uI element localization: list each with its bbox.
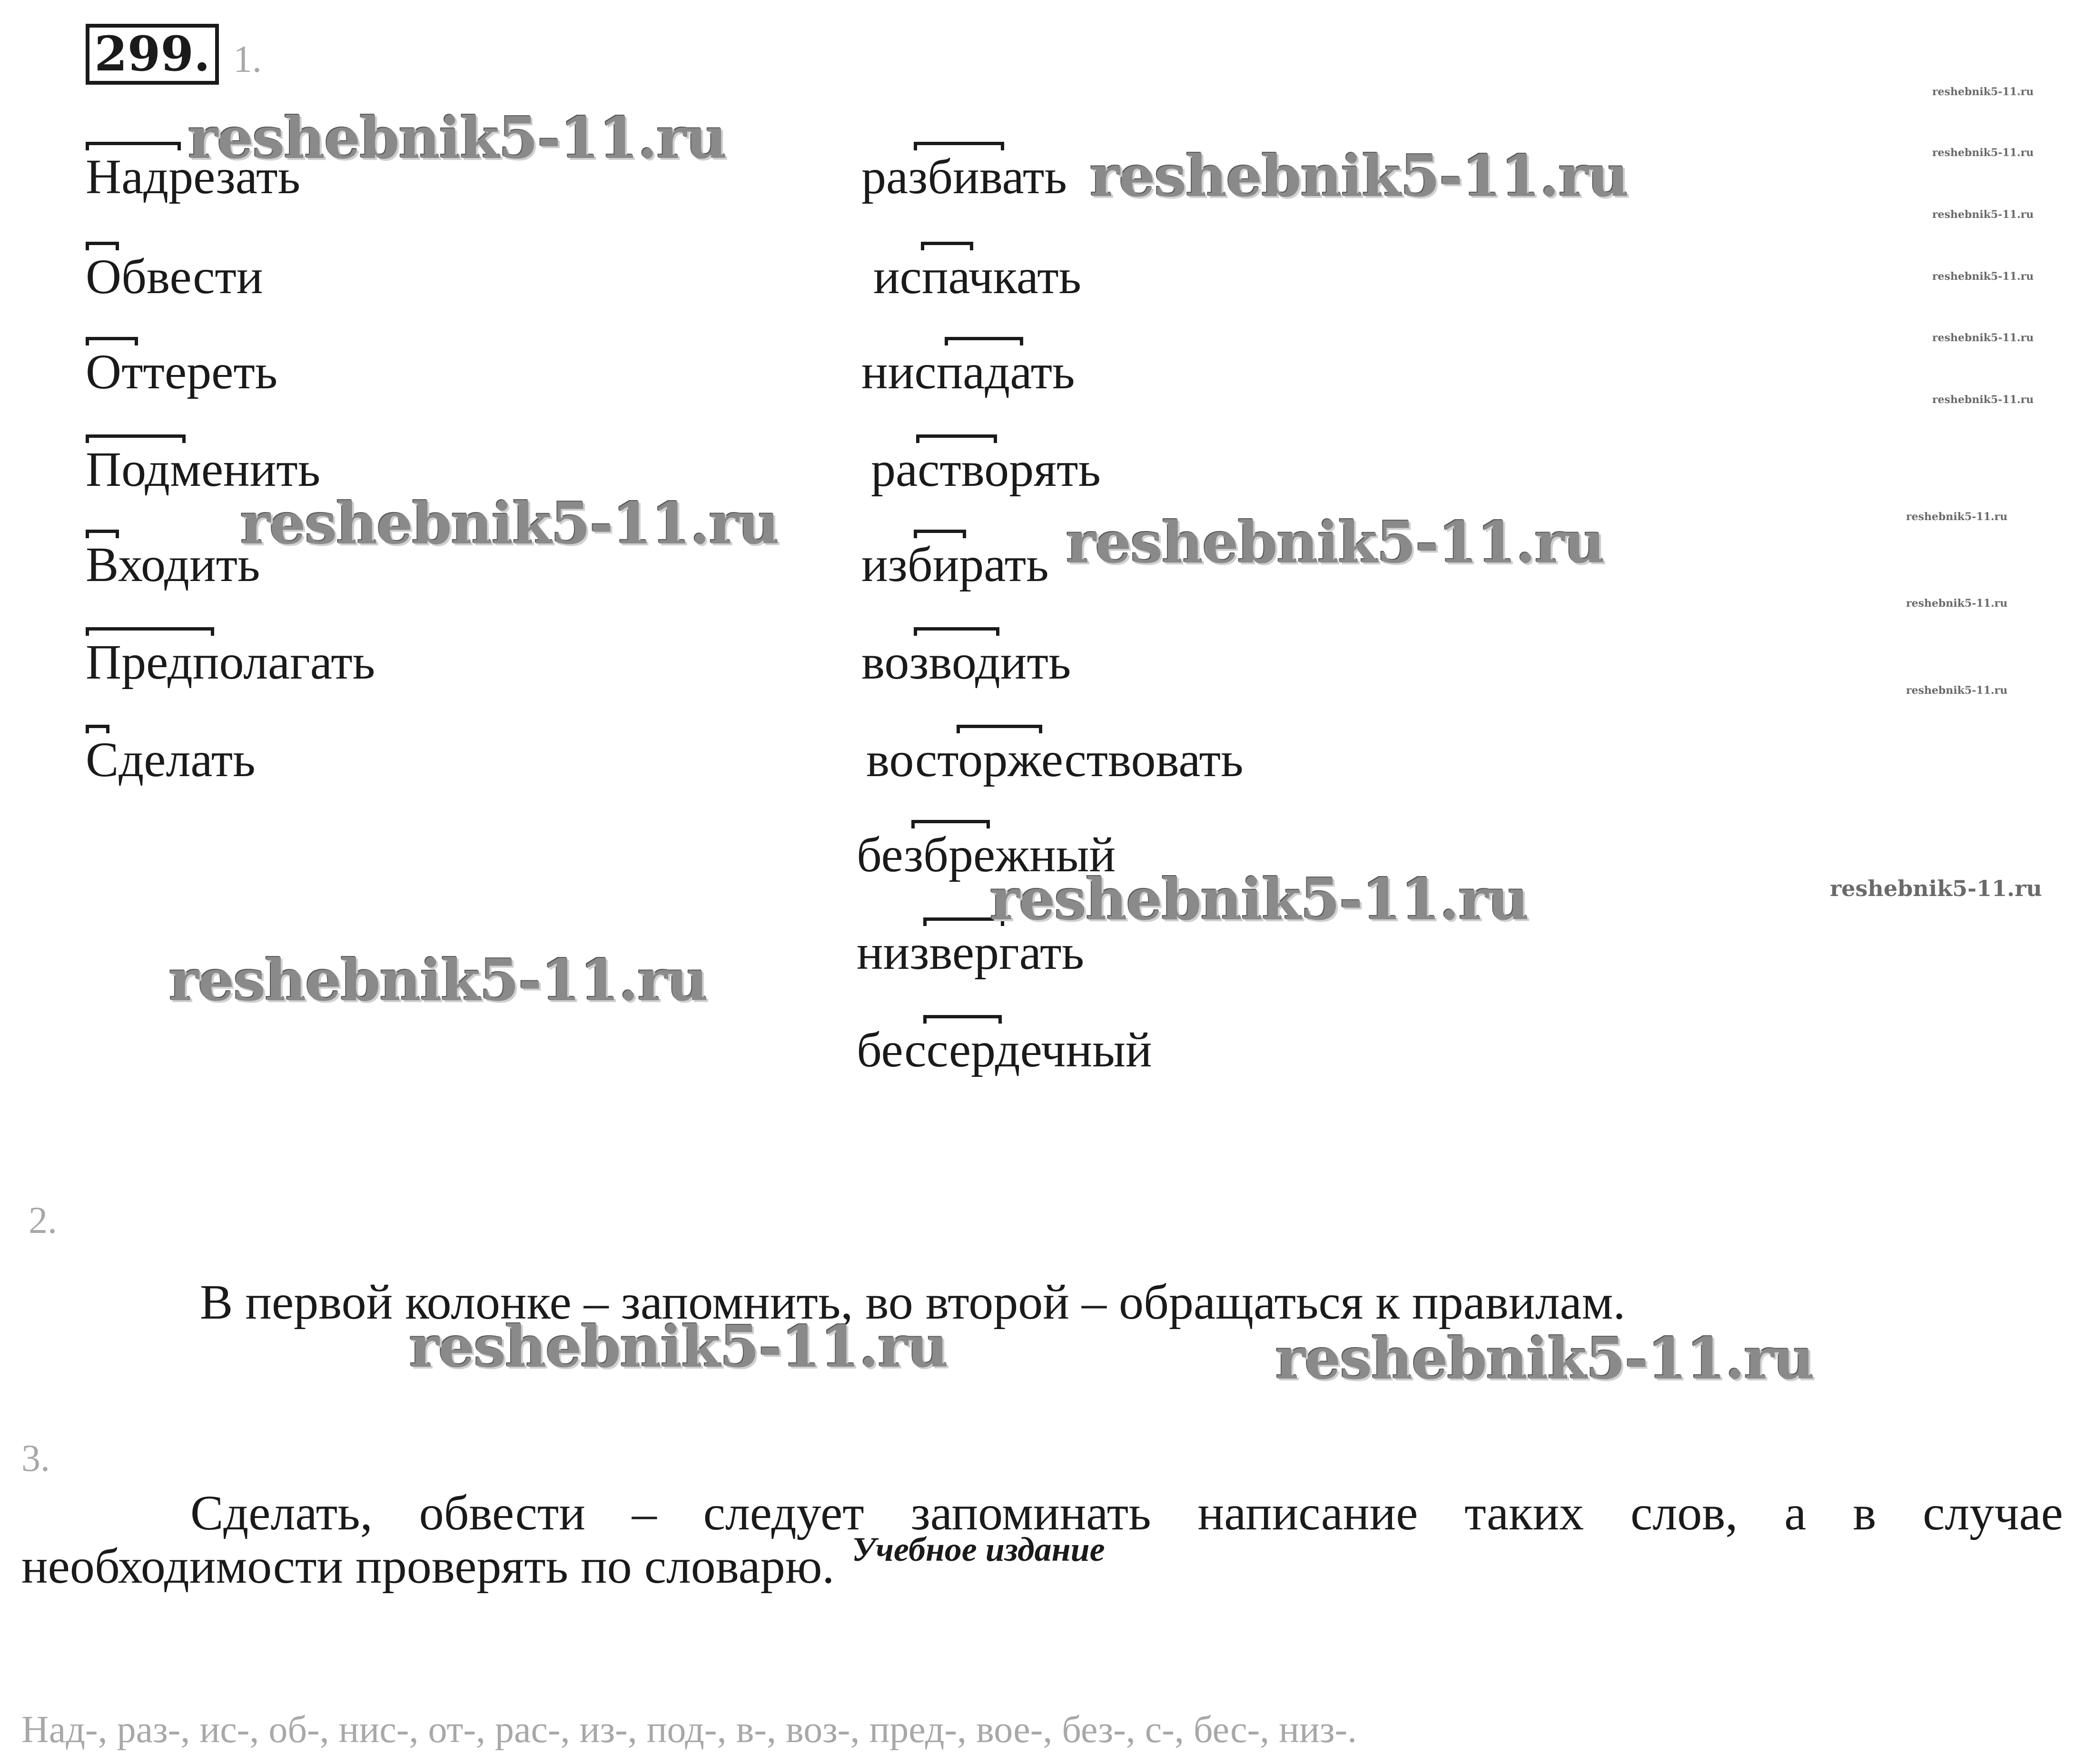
word: запоминать bbox=[910, 1486, 1151, 1540]
prefix-mark bbox=[921, 242, 973, 250]
word: Сделать, bbox=[190, 1486, 373, 1540]
word-col2-6: возводить bbox=[861, 638, 1071, 687]
prefix-mark bbox=[86, 627, 214, 636]
word-col1-5: Входить bbox=[86, 540, 260, 590]
prefix-mark bbox=[86, 434, 186, 443]
prefix-mark bbox=[911, 820, 990, 828]
prefix-mark bbox=[914, 142, 1004, 150]
prefix-mark bbox=[923, 1015, 1002, 1024]
prefix-mark bbox=[86, 725, 109, 733]
word-col1-4: Подменить bbox=[86, 445, 320, 494]
watermark-small: reshebnik5-11.ru bbox=[1932, 270, 2034, 283]
watermark-medium: reshebnik5-11.ru bbox=[1830, 876, 2042, 901]
watermark: reshebnik5-11.ru bbox=[169, 947, 708, 1014]
word-col2-7: восторжествовать bbox=[866, 735, 1244, 785]
watermark-small: reshebnik5-11.ru bbox=[1906, 684, 2008, 697]
part3-line2: необходимости проверять по словарю. bbox=[21, 1539, 835, 1594]
part3-line1 bbox=[190, 1485, 2063, 1541]
word-col2-3: ниспадать bbox=[861, 347, 1075, 397]
watermark-small: reshebnik5-11.ru bbox=[1906, 597, 2008, 610]
prefix-mark bbox=[957, 725, 1042, 733]
watermark: reshebnik5-11.ru bbox=[188, 105, 727, 172]
watermark: reshebnik5-11.ru bbox=[1066, 509, 1605, 576]
prefix-mark bbox=[86, 242, 119, 250]
part2-text: В первой колонке – запомнить, во второй – обращаться к правилам. bbox=[200, 1275, 1626, 1330]
prefix-mark bbox=[914, 627, 999, 636]
prefix-list: Над-, раз-, ис-, об-, нис-, от-, рас-, из-, под-, в-, воз-, пред-, вое-, без-, с-, бес-, низ-. bbox=[21, 1709, 1357, 1751]
word-col2-4: растворять bbox=[871, 445, 1101, 494]
prefix-mark bbox=[86, 142, 181, 150]
word: а bbox=[1784, 1486, 1807, 1540]
prefix-mark bbox=[945, 337, 1023, 345]
word: – bbox=[632, 1486, 657, 1540]
watermark: reshebnik5-11.ru bbox=[1275, 1325, 1814, 1392]
watermark: reshebnik5-11.ru bbox=[990, 866, 1529, 933]
word-col1-6: Предполагать bbox=[86, 638, 375, 687]
word: случае bbox=[1923, 1486, 2063, 1540]
word-col2-10: бессердечный bbox=[857, 1025, 1152, 1075]
word-col2-9: низвергать bbox=[857, 928, 1084, 977]
word-col2-5: избирать bbox=[861, 540, 1049, 590]
part3-label: 3. bbox=[21, 1438, 50, 1479]
overlay-note: Учебное издание bbox=[852, 1530, 1105, 1568]
word: таких bbox=[1464, 1486, 1584, 1540]
part1-label: 1. bbox=[233, 39, 262, 80]
word-col1-1: Надрезать bbox=[86, 152, 300, 202]
prefix-mark bbox=[86, 530, 119, 538]
task-number-box bbox=[86, 24, 219, 85]
part2-label: 2. bbox=[29, 1200, 57, 1242]
word: обвести bbox=[419, 1486, 585, 1540]
watermark-small: reshebnik5-11.ru bbox=[1932, 86, 2034, 98]
watermark: reshebnik5-11.ru bbox=[240, 490, 779, 557]
watermark-small: reshebnik5-11.ru bbox=[1932, 208, 2034, 221]
word: написание bbox=[1197, 1486, 1418, 1540]
word-col1-3: Оттереть bbox=[86, 347, 277, 397]
word-col1-7: Сделать bbox=[86, 735, 256, 785]
watermark: reshebnik5-11.ru bbox=[409, 1313, 948, 1380]
word-col2-2: испачкать bbox=[873, 252, 1081, 302]
word-col1-2: Обвести bbox=[86, 252, 263, 302]
word: в bbox=[1853, 1486, 1877, 1540]
prefix-mark bbox=[86, 337, 138, 345]
watermark-small: reshebnik5-11.ru bbox=[1932, 147, 2034, 159]
word-col2-8: безбрежный bbox=[857, 830, 1116, 880]
watermark: reshebnik5-11.ru bbox=[1090, 143, 1629, 210]
word: слов, bbox=[1630, 1486, 1738, 1540]
prefix-mark bbox=[914, 530, 966, 538]
word: следует bbox=[703, 1486, 864, 1540]
task-number: 299. bbox=[94, 26, 210, 82]
watermark-small: reshebnik5-11.ru bbox=[1932, 394, 2034, 406]
watermark-small: reshebnik5-11.ru bbox=[1932, 332, 2034, 344]
watermark-small: reshebnik5-11.ru bbox=[1906, 511, 2008, 523]
word-col2-1: разбивать bbox=[861, 152, 1067, 202]
prefix-mark bbox=[916, 434, 997, 443]
